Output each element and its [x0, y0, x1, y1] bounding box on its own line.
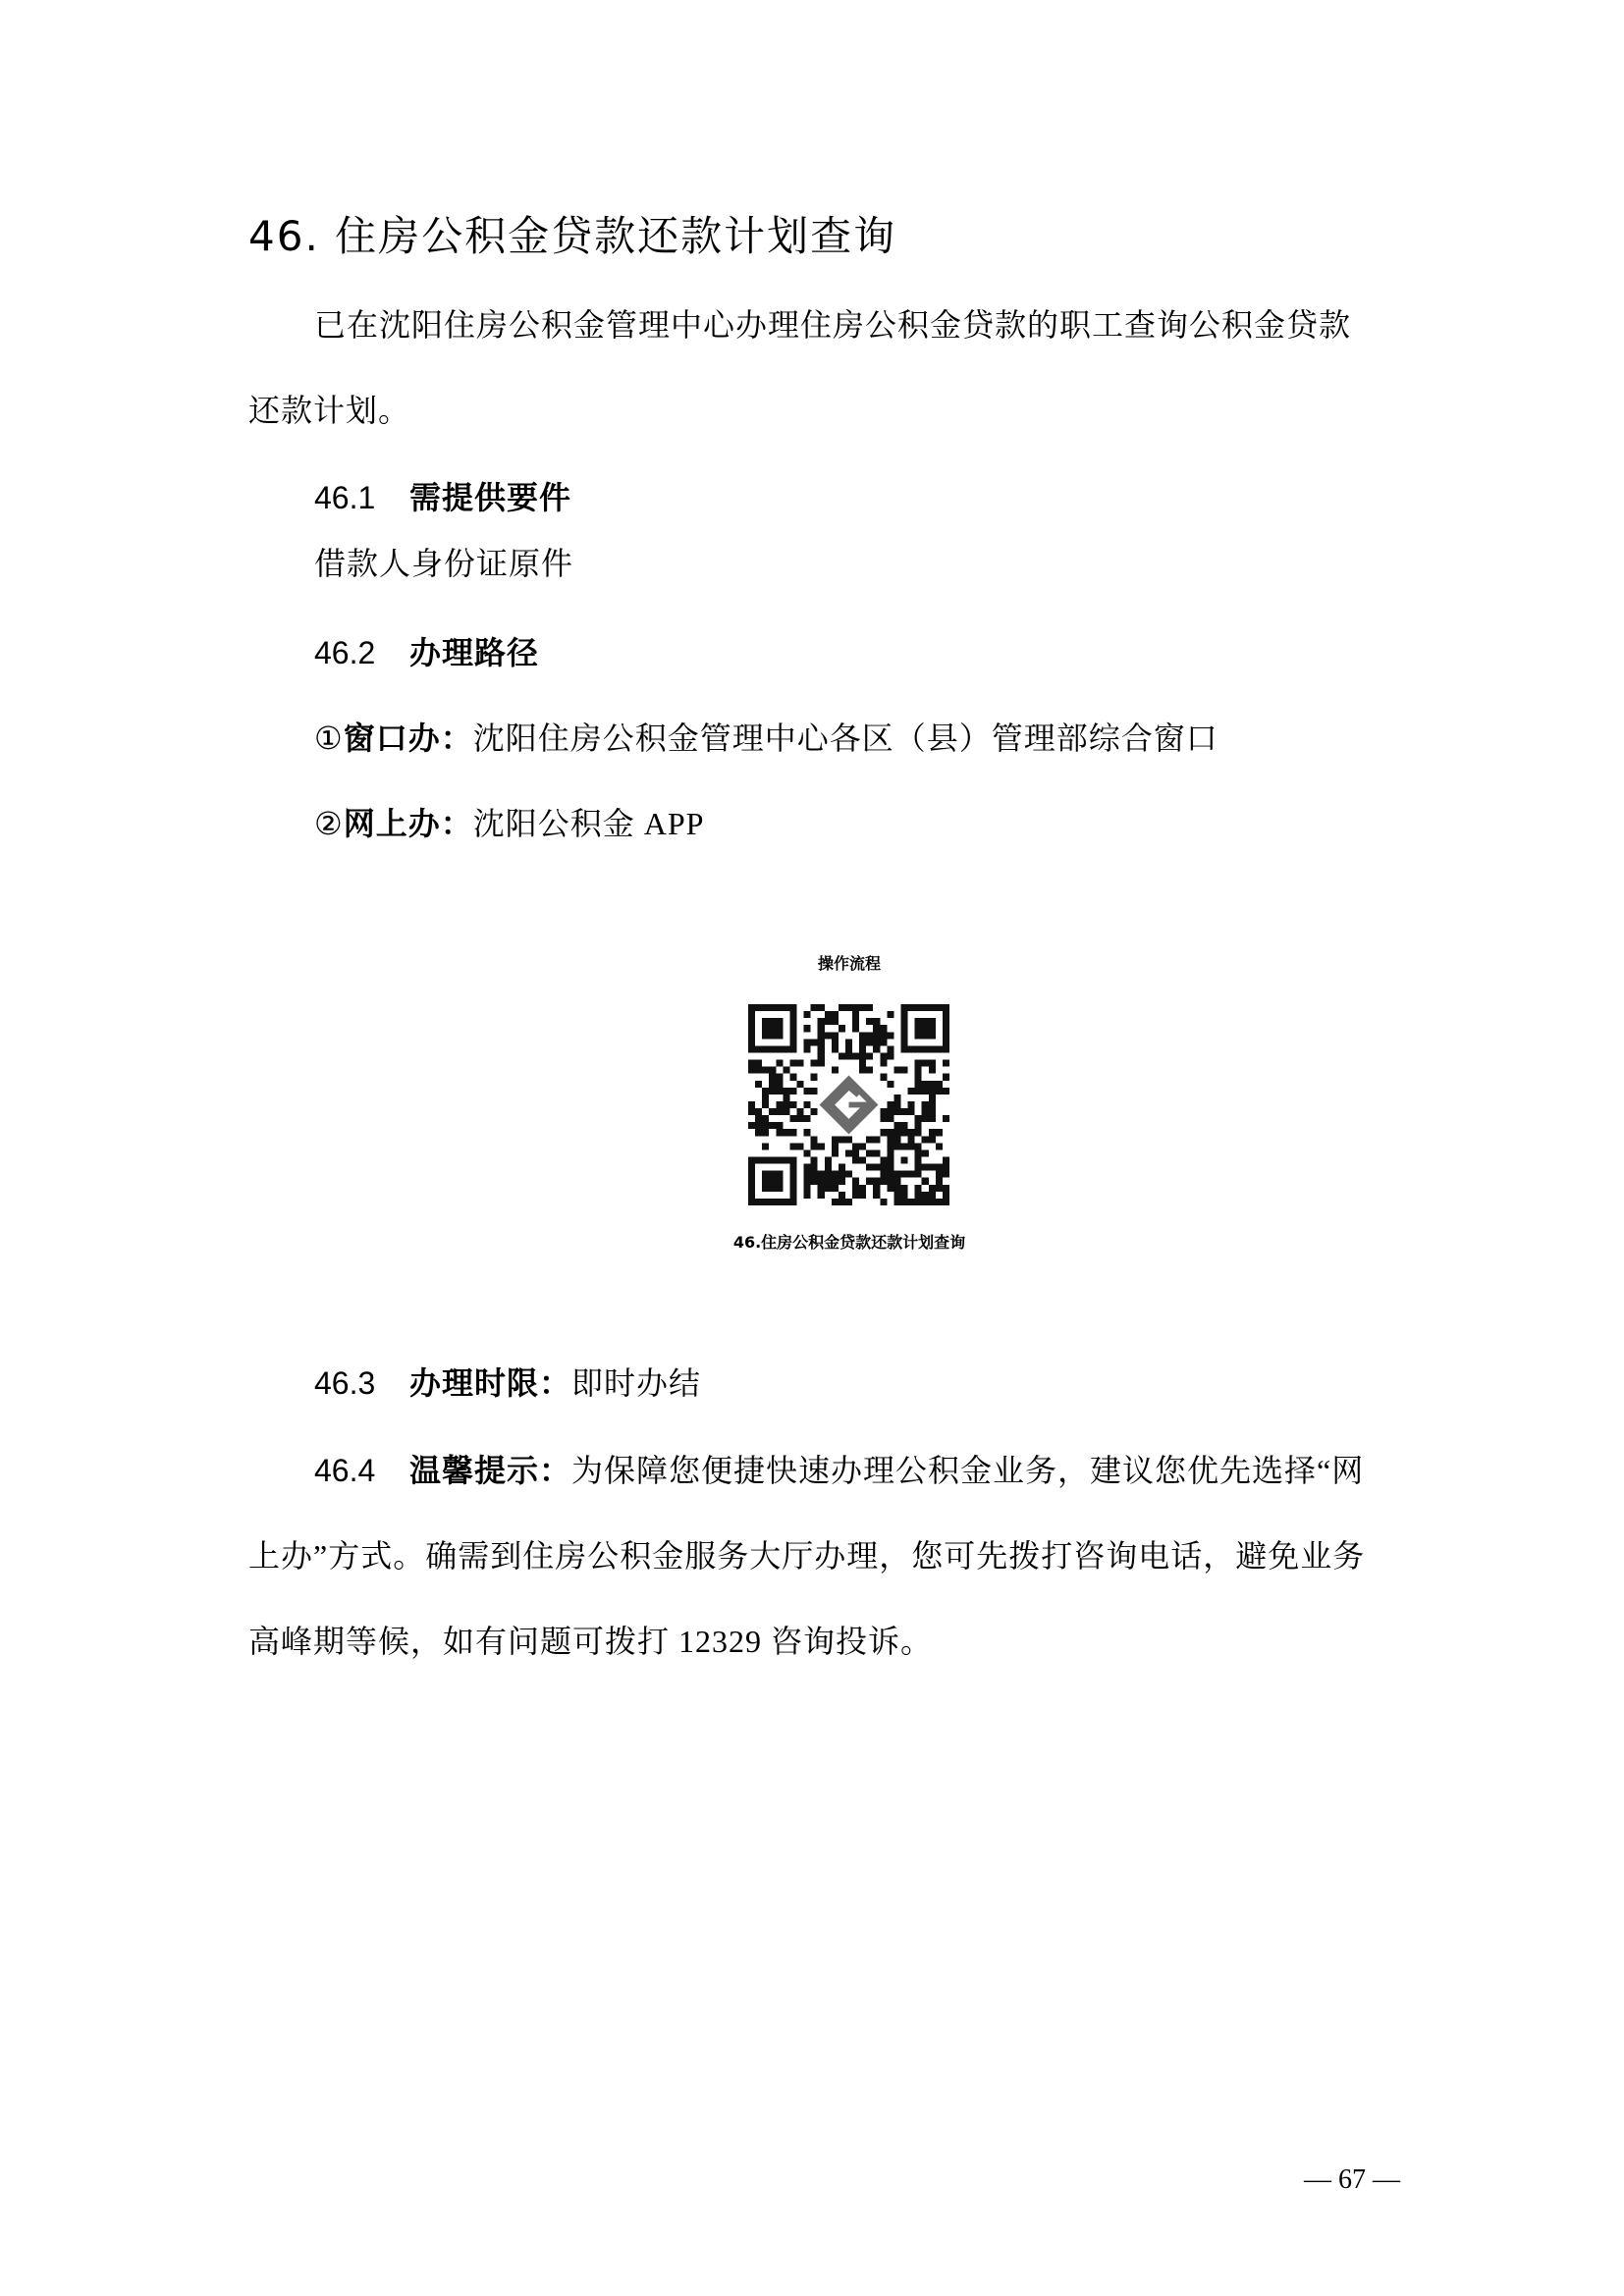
section-46-4-line-1: [314, 1454, 1364, 1487]
required-document-text: 借款人身份证原件: [314, 546, 574, 581]
route-marker: ②: [314, 806, 344, 841]
qr-finder-pattern-top-left: [748, 1004, 796, 1052]
section-label: 温馨提示：: [409, 1452, 572, 1489]
route-label: 窗口办：: [343, 720, 473, 757]
qr-code: [748, 1004, 949, 1205]
route-marker: ①: [314, 721, 344, 756]
section-number: 46.2: [314, 635, 376, 670]
section-number: 46.1: [314, 480, 376, 515]
route-value: 沈阳住房公积金管理中心各区（县）管理部综合窗口: [472, 721, 1218, 756]
intro-line-1: 已在沈阳住房公积金管理中心办理住房公积金贷款的职工查询公积金贷款: [314, 307, 1352, 343]
qr-center-logo-icon: [819, 1075, 879, 1135]
route-label: 网上办：: [343, 805, 473, 842]
section-number: 46.3: [314, 1365, 376, 1401]
qr-finder-pattern-top-right: [901, 1004, 949, 1052]
section-label: 办理时限：: [409, 1364, 572, 1402]
section-46-2-heading: [314, 636, 539, 669]
qr-alignment-pattern: [887, 1143, 921, 1177]
route-online: [314, 807, 704, 840]
section-46-4-line-2: 上办”方式。确需到住房公积金服务大厅办理，您可先拨打咨询电话，避免业务: [248, 1538, 1366, 1574]
qr-finder-pattern-bottom-left: [748, 1157, 796, 1205]
section-46-4-line-3: 高峰期等候，如有问题可拨打 12329 咨询投诉。: [248, 1624, 934, 1659]
tip-text: 为保障您便捷快速办理公积金业务，建议您优先选择“网: [571, 1453, 1365, 1488]
section-value: 即时办结: [571, 1365, 702, 1401]
page-number: — 67 —: [1304, 2164, 1400, 2195]
page-title: 46. 住房公积金贷款还款计划查询: [248, 212, 897, 260]
section-46-1-heading: [314, 481, 571, 514]
section-label: 需提供要件: [409, 479, 572, 516]
qr-caption: 46.住房公积金贷款还款计划查询: [732, 1233, 966, 1252]
intro-line-2: 还款计划。: [248, 393, 411, 428]
route-window: [314, 721, 1218, 755]
section-46-3: [314, 1366, 701, 1400]
section-number: 46.4: [314, 1453, 376, 1488]
route-value: 沈阳公积金 APP: [472, 806, 705, 841]
qr-heading: 操作流程: [817, 954, 881, 973]
section-label: 办理路径: [409, 634, 540, 671]
